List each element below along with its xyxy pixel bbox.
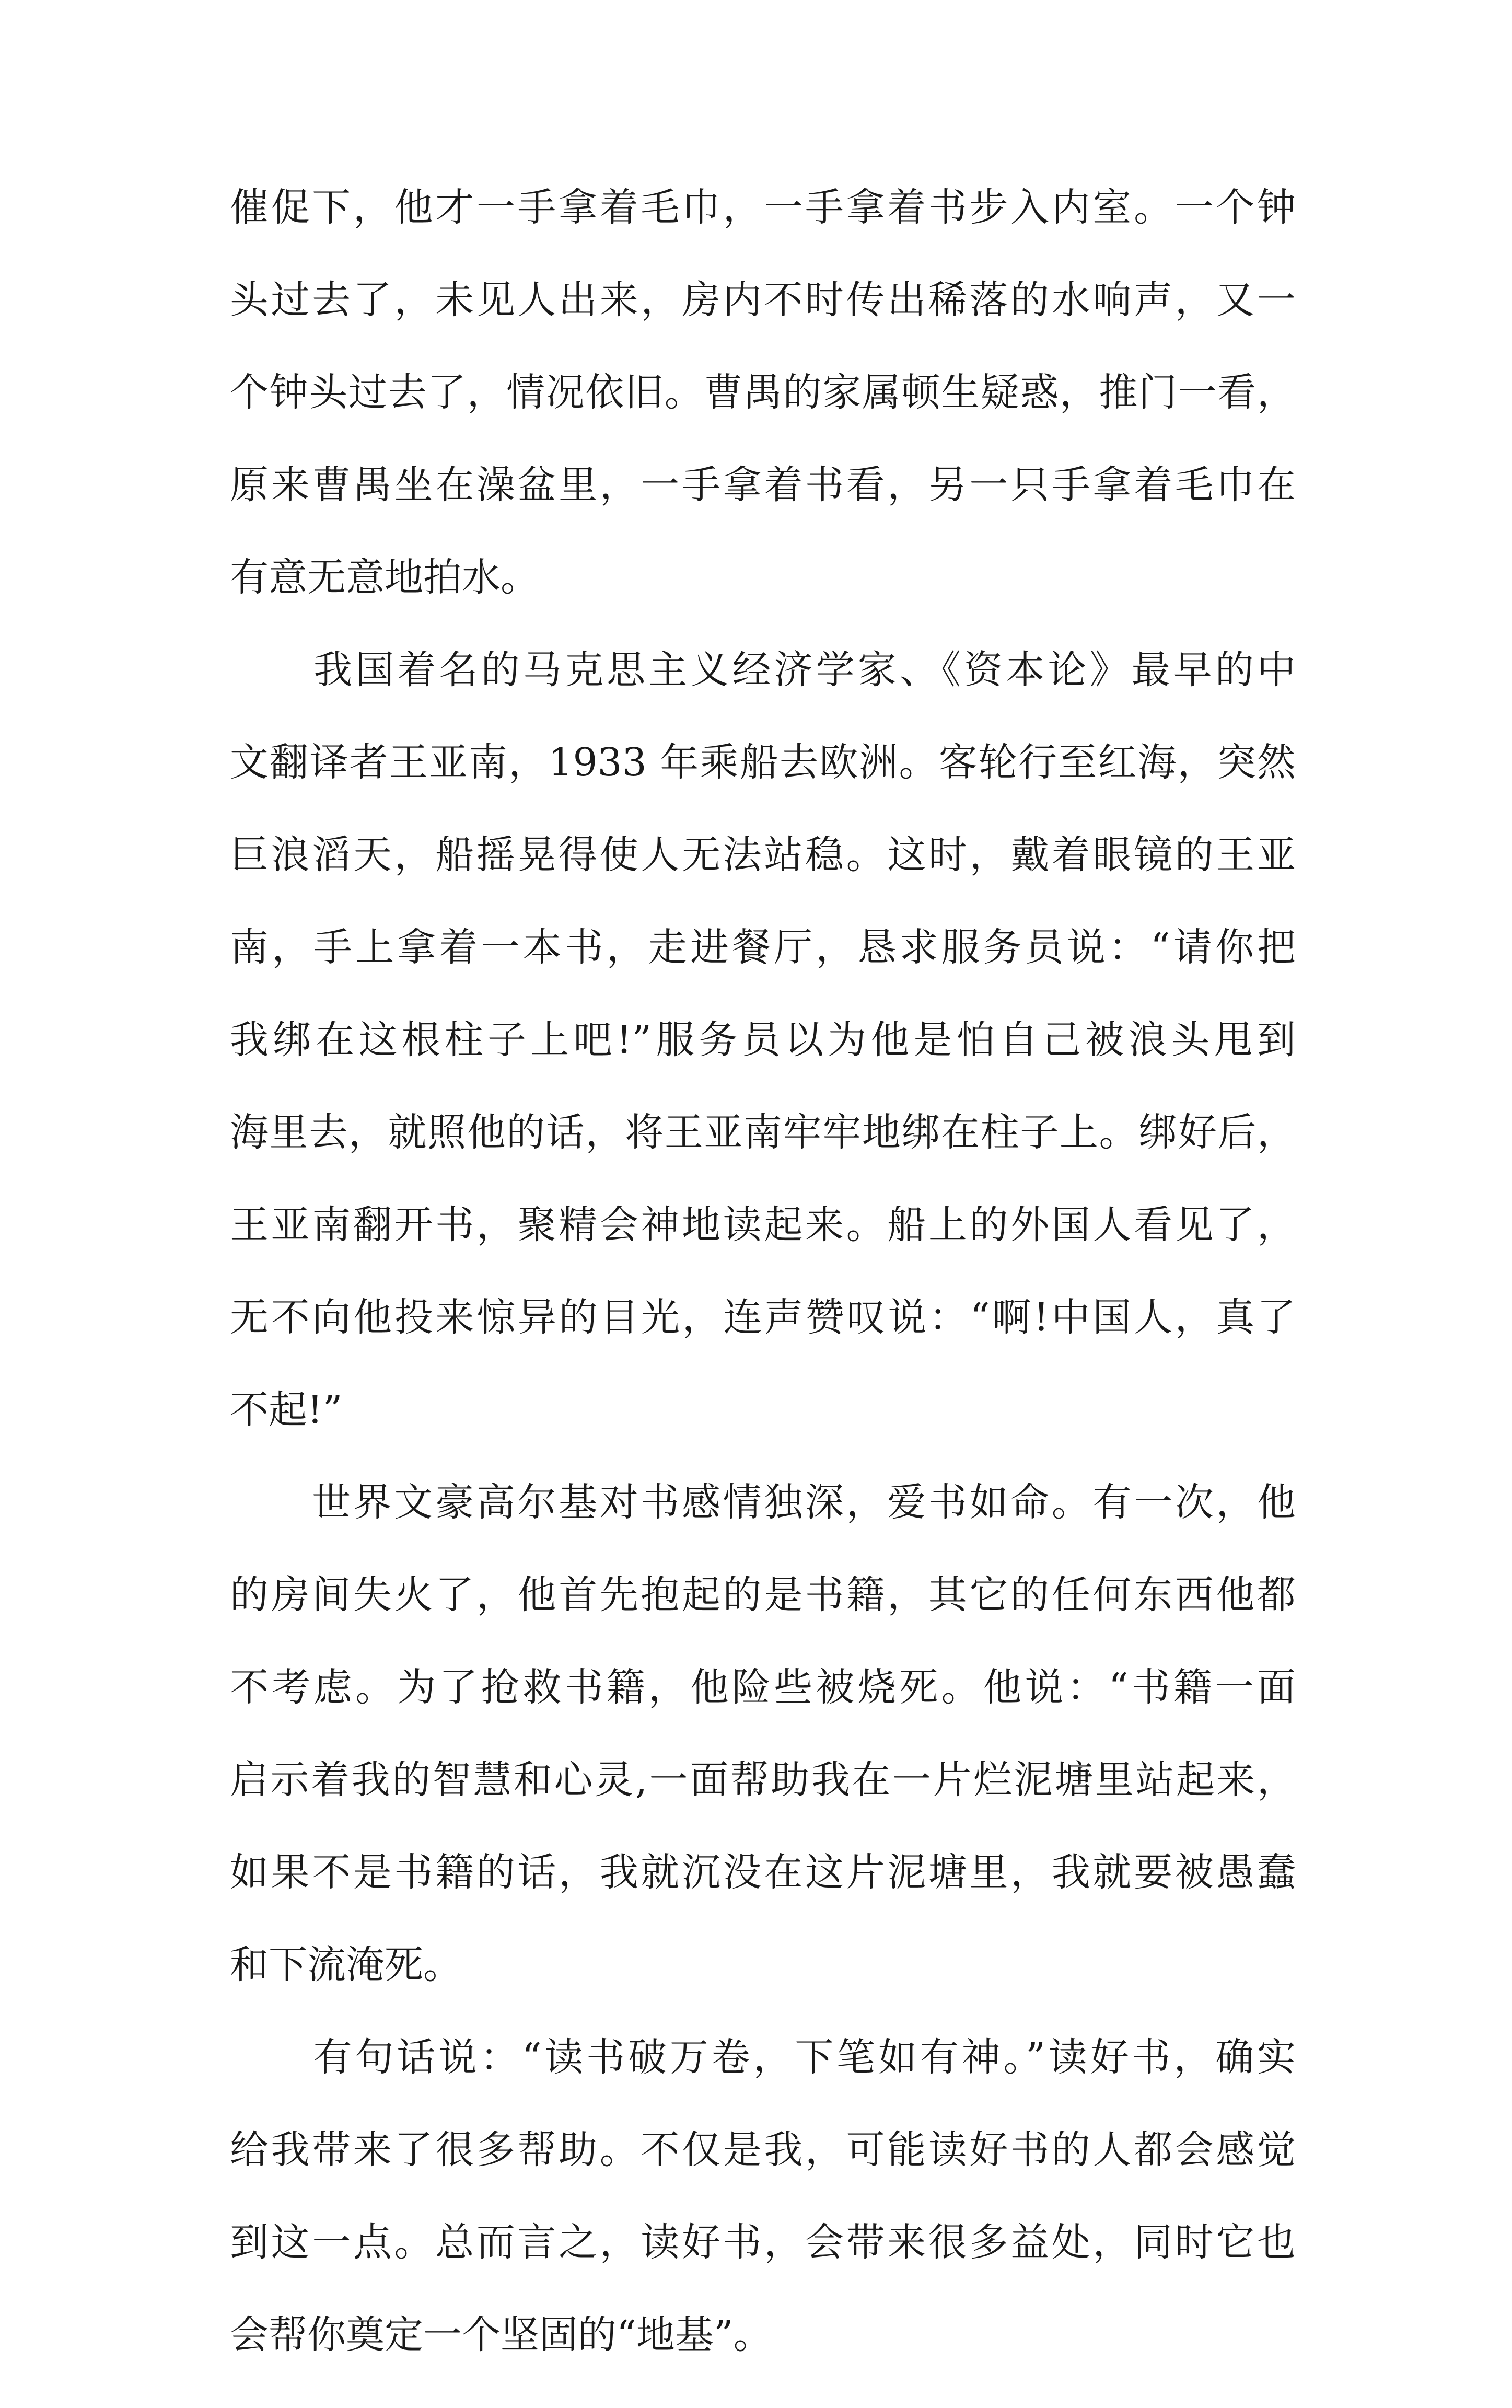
text-line: 个钟头过去了，情况依旧。曹禺的家属顿生疑惑，推门一看， <box>230 370 1296 415</box>
text-line: 有意无意地拍水。 <box>230 555 539 600</box>
text-line: 有句话说：“读书破万卷，下笔如有神。”读好书，确实 <box>230 2035 1296 2080</box>
text-line: 催促下，他才一手拿着毛巾，一手拿着书步入内室。一个钟 <box>230 185 1296 230</box>
text-line: 原来曹禺坐在澡盆里，一手拿着书看，另一只手拿着毛巾在 <box>230 462 1296 507</box>
text-line: 文翻译者王亚南，1933 年乘船去欧洲。客轮行至红海，突然 <box>230 740 1296 785</box>
text-line: 我国着名的马克思主义经济学家、《资本论》最早的中 <box>230 647 1296 692</box>
text-line: 不考虑。为了抢救书籍，他险些被烧死。他说：“书籍一面 <box>230 1665 1296 1710</box>
text-line: 世界文豪高尔基对书感情独深，爱书如命。有一次，他 <box>230 1480 1296 1525</box>
text-line: 给我带来了很多帮助。不仅是我，可能读好书的人都会感觉 <box>230 2127 1296 2172</box>
text-line: 我绑在这根柱子上吧!”服务员以为他是怕自己被浪头甩到 <box>230 1017 1296 1062</box>
text-line: 海里去，就照他的话，将王亚南牢牢地绑在柱子上。绑好后， <box>230 1110 1296 1155</box>
text-line: 的房间失火了，他首先抱起的是书籍，其它的任何东西他都 <box>230 1572 1296 1617</box>
text-line: 不起!” <box>230 1387 343 1432</box>
text-line: 如果不是书籍的话，我就沉没在这片泥塘里，我就要被愚蠢 <box>230 1850 1296 1895</box>
text-line: 和下流淹死。 <box>230 1942 462 1987</box>
body-text <box>230 185 1296 2408</box>
text-line: 头过去了，未见人出来，房内不时传出稀落的水响声，又一 <box>230 277 1296 322</box>
text-line: 会帮你奠定一个坚固的“地基”。 <box>230 2312 772 2357</box>
text-line: 启示着我的智慧和心灵,一面帮助我在一片烂泥塘里站起来， <box>230 1757 1296 1802</box>
text-line: 到这一点。总而言之，读好书，会带来很多益处，同时它也 <box>230 2220 1296 2265</box>
text-line: 巨浪滔天，船摇晃得使人无法站稳。这时，戴着眼镜的王亚 <box>230 832 1296 877</box>
text-line: 王亚南翻开书，聚精会神地读起来。船上的外国人看见了， <box>230 1202 1296 1247</box>
text-line: 无不向他投来惊异的目光，连声赞叹说：“啊!中国人，真了 <box>230 1295 1296 1340</box>
text-line: 南，手上拿着一本书，走进餐厅，恳求服务员说：“请你把 <box>230 925 1296 970</box>
